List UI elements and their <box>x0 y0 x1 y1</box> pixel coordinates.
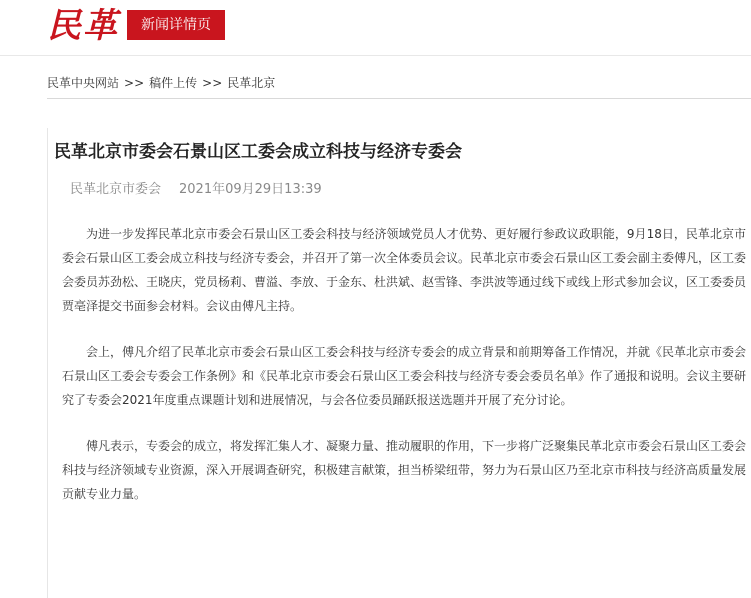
article-meta <box>70 180 322 200</box>
article-paragraph: 会上，傅凡介绍了民革北京市委会石景山区工委会科技与经济专委会的成立背景和前期筹备工作情况，并就《民革北京市委会石景山区工委会专委会工作条例》和《民革北京市委会石景山区工委会科技与经济专委会委员名单》作了通报和说明。会议主要研究了专委会2021年度重点课题计划和进展情况，与会各位委员踊跃报送选题并开展了充分讨论。 <box>62 345 747 407</box>
article-paragraph: 傅凡表示，专委会的成立，将发挥汇集人才、凝聚力量、推动履职的作用，下一步将广泛聚集民革北京市委会石景山区工委会科技与经济领域专业资源，深入开展调查研究，积极建言献策，担当桥梁纽带，努力为石景山区乃至北京市科技与经济高质量发展贡献专业力量。 <box>62 439 747 501</box>
header-divider <box>0 55 751 56</box>
breadcrumb-separator: >> <box>202 76 223 90</box>
article-datetime: 2021年09月29日13:39 <box>179 182 322 197</box>
breadcrumb-link-upload[interactable]: 稿件上传 <box>149 76 198 90</box>
article-body <box>62 222 746 528</box>
news-detail-badge: 新闻详情页 <box>127 10 225 40</box>
breadcrumb-link-home[interactable]: 民革中央网站 <box>47 76 120 90</box>
article-paragraph: 为进一步发挥民革北京市委会石景山区工委会科技与经济领域党员人才优势、更好履行参政议政职能，9月18日，民革北京市委会石景山区工委会成立科技与经济专委会，并召开了第一次全体委员会议。民革北京市委会石景山区工委会副主委傅凡，区工委会委员苏劲松、王晓庆，党员杨莉、曹溢、李放、于金东、杜洪斌、赵雪锋、李洪波等通过线下或线上形式参加会议，区工委委员贾亳泽提交书面参会材料。会议由傅凡主持。 <box>62 227 747 313</box>
article-source: 民革北京市委会 <box>70 182 162 197</box>
breadcrumb <box>47 68 751 99</box>
breadcrumb-link-beijing[interactable]: 民革北京 <box>227 76 276 90</box>
breadcrumb-separator: >> <box>124 76 145 90</box>
article-title: 民革北京市委会石景山区工委会成立科技与经济专委会 <box>54 142 462 162</box>
article-container <box>47 128 751 598</box>
minge-logo[interactable]: 民革 <box>47 6 119 46</box>
